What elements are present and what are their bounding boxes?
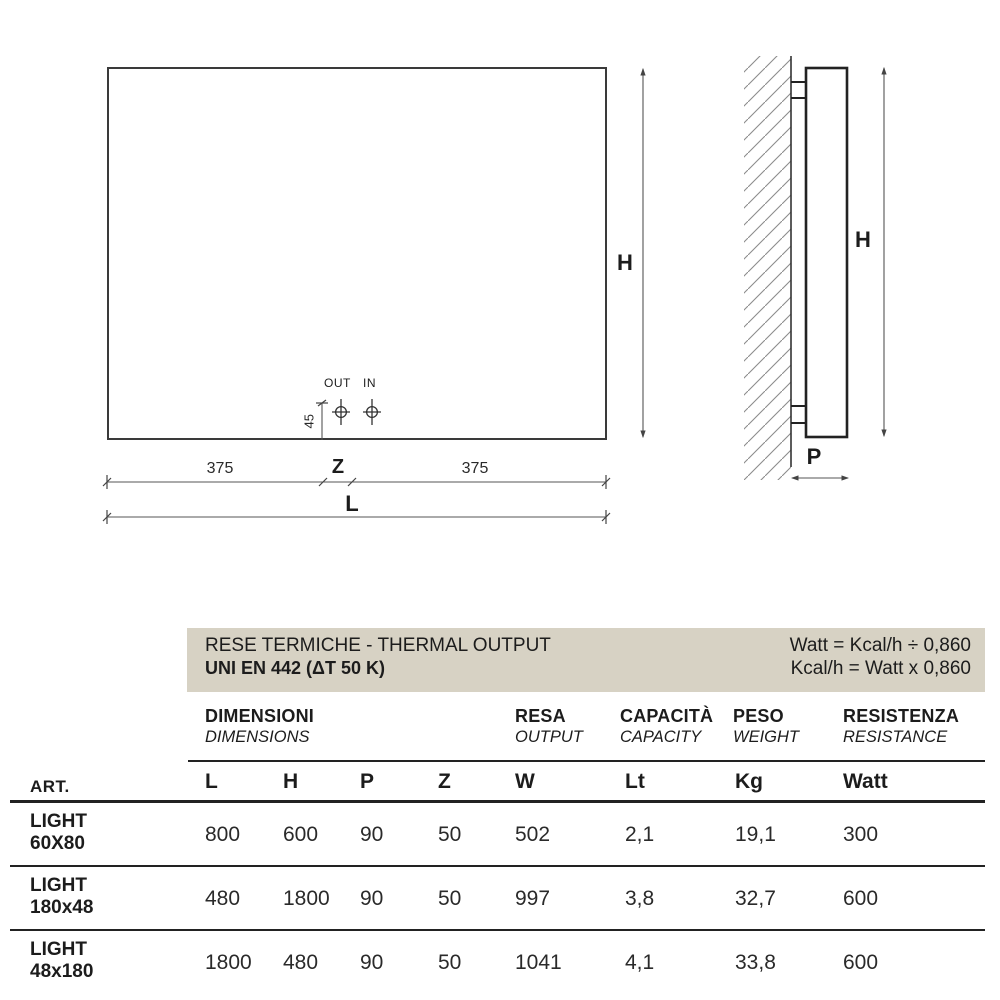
band-title-line2: UNI EN 442 (ΔT 50 K)	[205, 658, 385, 678]
art-line2: 60X80	[30, 833, 85, 854]
cell-kg: 33,8	[735, 951, 776, 974]
side-view-panel	[806, 68, 847, 437]
cell-l: 480	[205, 887, 241, 910]
col-header-h: H	[283, 770, 299, 793]
group-weight-it: PESO	[733, 706, 784, 726]
cell-kg: 32,7	[735, 887, 776, 910]
cell-lt: 4,1	[625, 951, 655, 974]
cell-p: 90	[360, 887, 384, 910]
band-title-line1: RESE TERMICHE - THERMAL OUTPUT	[205, 635, 551, 656]
group-header-rule	[188, 760, 985, 762]
side-height-label: H	[855, 227, 871, 252]
art-column-header: ART.	[30, 777, 70, 796]
left-span-value: 375	[206, 460, 234, 477]
cell-lt: 2,1	[625, 823, 655, 846]
group-resistance-en: RESISTANCE	[843, 728, 948, 746]
cell-l: 800	[205, 823, 241, 846]
band-formula-line1: Watt = Kcal/h ÷ 0,860	[789, 635, 971, 656]
row-divider-1	[10, 865, 985, 867]
center-span-label: Z	[331, 456, 345, 478]
group-dimensions-it: DIMENSIONI	[205, 706, 315, 726]
art-line2: 48x180	[30, 961, 94, 982]
col-header-w: W	[515, 770, 535, 793]
group-output-en: OUTPUT	[515, 728, 583, 746]
out-label: OUT	[324, 376, 351, 390]
cell-w: 502	[515, 823, 551, 846]
side-view	[744, 56, 884, 480]
front-length-label: L	[345, 491, 359, 516]
col-header-kg: Kg	[735, 770, 763, 793]
group-output-it: RESA	[515, 706, 566, 726]
band-formula-line2: Kcal/h = Watt x 0,860	[790, 658, 971, 679]
cell-w: 1041	[515, 951, 562, 974]
col-header-z: Z	[438, 770, 451, 793]
group-dimensions-en: DIMENSIONS	[205, 728, 310, 746]
cell-z: 50	[438, 951, 462, 974]
in-label: IN	[363, 376, 376, 390]
thermal-output-band	[187, 628, 985, 692]
cell-h: 600	[283, 823, 319, 846]
art-line2: 180x48	[30, 897, 94, 918]
row-art-label	[30, 939, 93, 983]
cell-p: 90	[360, 823, 384, 846]
depth-label: P	[806, 444, 822, 469]
group-weight-en: WEIGHT	[733, 728, 799, 746]
table-row-light-60x80	[0, 811, 1000, 865]
col-header-lt: Lt	[625, 770, 645, 793]
cell-p: 90	[360, 951, 384, 974]
group-resistance-it: RESISTENZA	[843, 706, 960, 726]
group-capacity-it: CAPACITÀ	[620, 706, 714, 726]
cell-z: 50	[438, 887, 462, 910]
header-body-rule	[10, 800, 985, 803]
art-line1: LIGHT	[30, 811, 87, 832]
cell-lt: 3,8	[625, 887, 655, 910]
col-header-p: P	[360, 770, 375, 793]
table-row-light-48x180	[0, 939, 1000, 993]
cell-watt: 600	[843, 887, 879, 910]
cell-watt: 300	[843, 823, 879, 846]
cell-z: 50	[438, 823, 462, 846]
cell-h: 1800	[283, 887, 330, 910]
front-view-outline	[108, 68, 606, 439]
front-height-label: H	[617, 250, 633, 275]
cell-watt: 600	[843, 951, 879, 974]
col-header-watt: Watt	[843, 770, 888, 793]
wall-hatching	[744, 56, 791, 480]
row-divider-2	[10, 929, 985, 931]
mounting-brackets	[791, 82, 806, 423]
cell-l: 1800	[205, 951, 252, 974]
cell-h: 480	[283, 951, 319, 974]
art-line1: LIGHT	[30, 875, 87, 896]
row-art-label	[30, 811, 87, 855]
group-capacity-en: CAPACITY	[620, 728, 702, 746]
cell-kg: 19,1	[735, 823, 776, 846]
row-art-label	[30, 875, 93, 919]
right-span-value: 375	[461, 460, 489, 477]
cell-w: 997	[515, 887, 551, 910]
inlet-offset-value: 45	[301, 414, 317, 429]
table-row-light-180x48	[0, 875, 1000, 929]
art-line1: LIGHT	[30, 939, 87, 960]
front-view	[103, 68, 643, 524]
col-header-l: L	[205, 770, 218, 793]
